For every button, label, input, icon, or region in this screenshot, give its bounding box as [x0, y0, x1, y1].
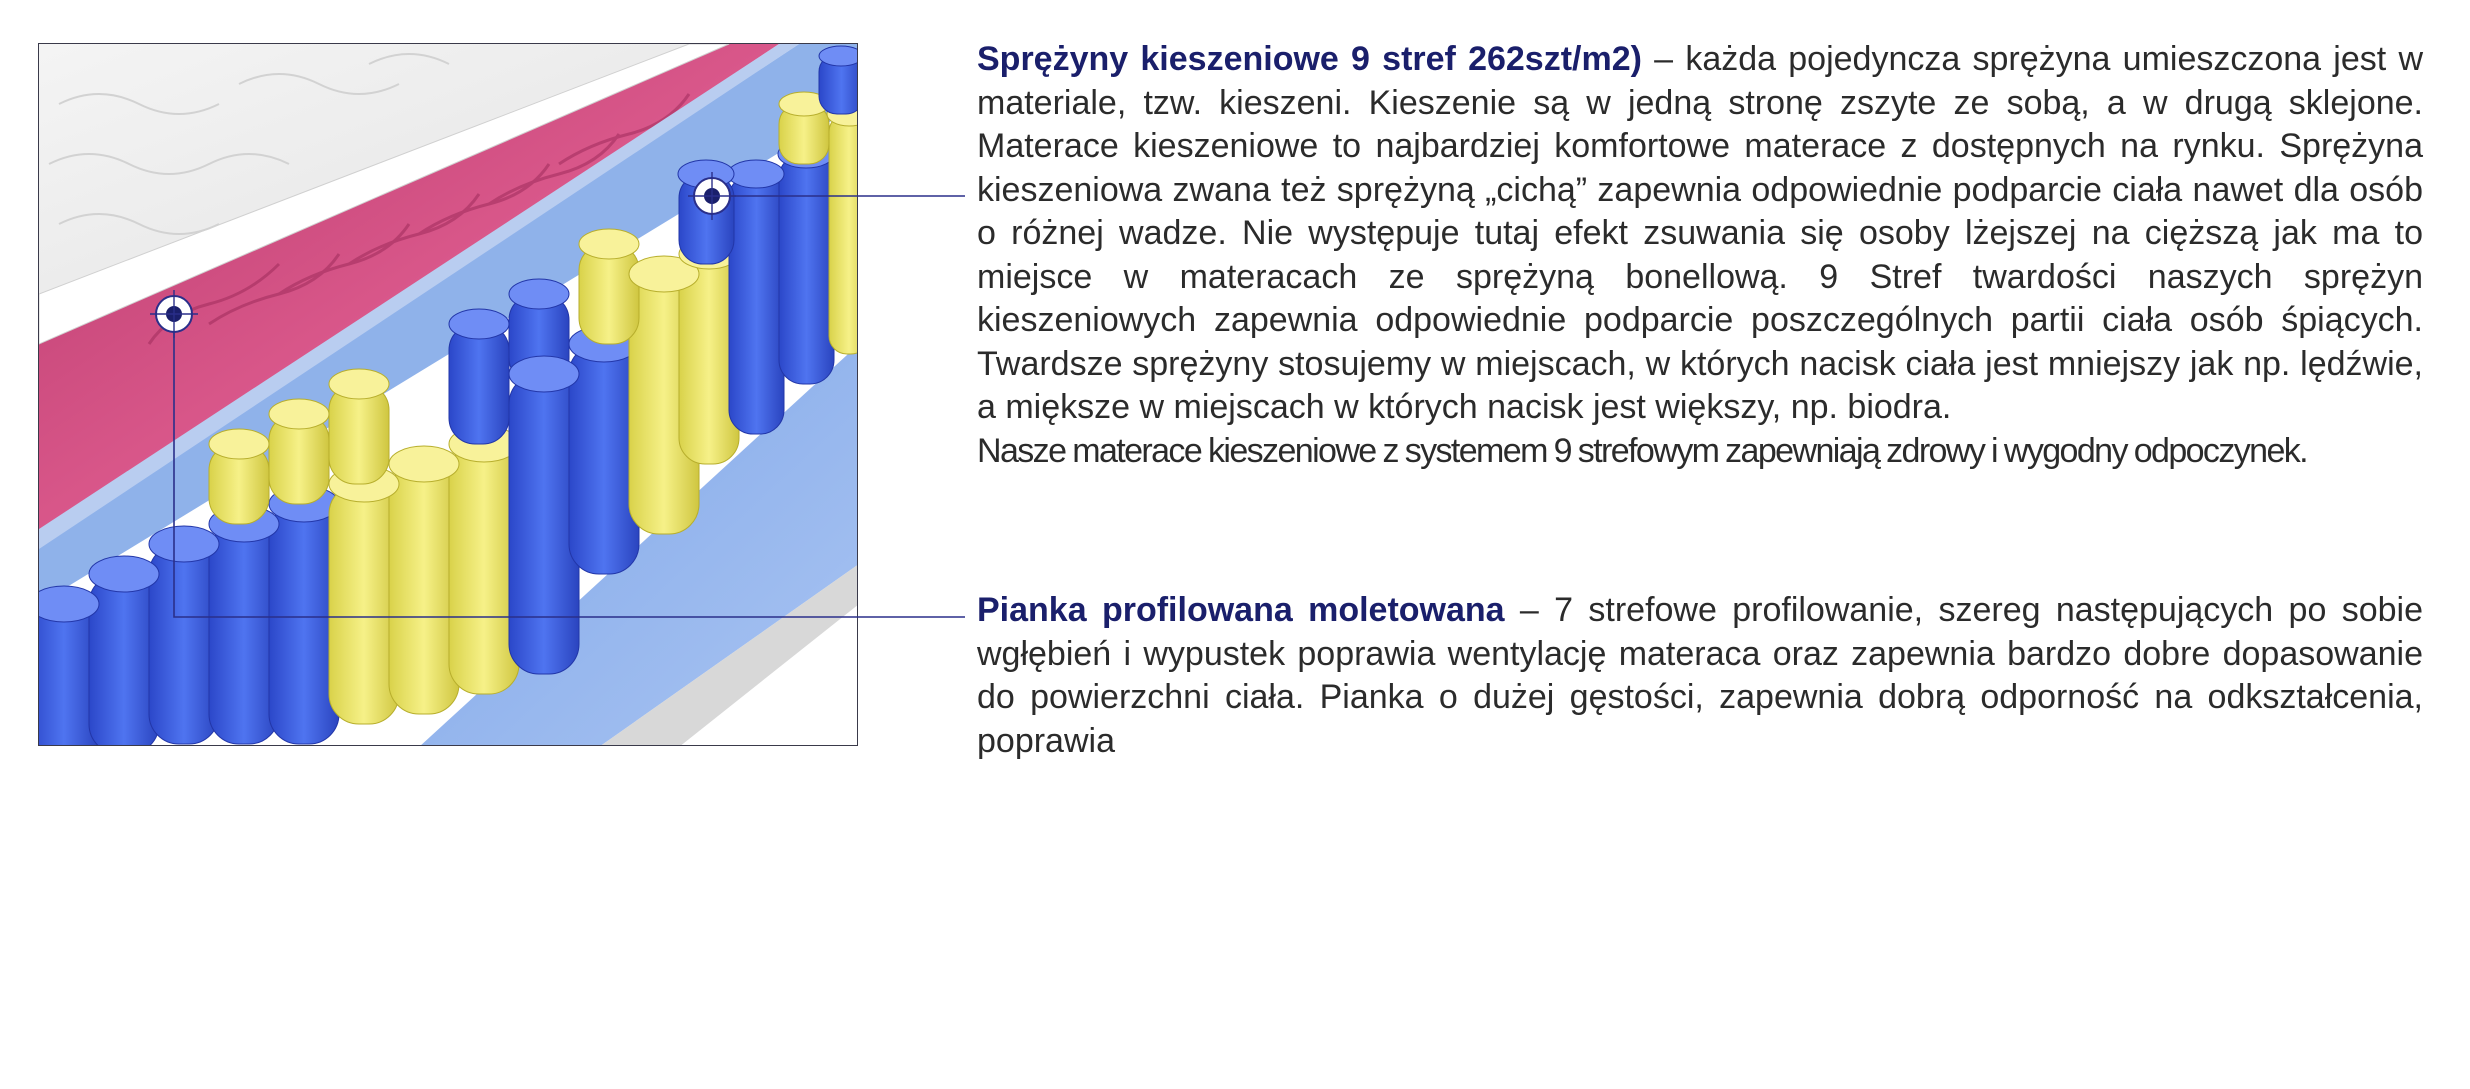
springs-paragraph	[977, 38, 2423, 430]
springs-dash: –	[1641, 40, 1686, 78]
springs-description	[977, 38, 2423, 473]
springs-title: Sprężyny kieszeniowe 9 stref 262szt/m2)	[977, 40, 1642, 78]
springs-summary: Nasze materace kieszeniowe z systemem 9 strefowym zapewniają zdrowy i wygodny odpoczynek.	[977, 431, 2308, 470]
foam-title: Pianka profilowana moletowana	[977, 591, 1505, 629]
mattress-cross-section-graphic	[39, 44, 858, 746]
foam-description	[977, 589, 2423, 763]
foam-body: 7 strefowe profilowanie, szereg następujących po sobie wgłębień i wypustek poprawia wentylację materaca oraz zapewnia bardzo dobre dopasowanie do powierzchni ciała. Pianka o dużej gęstości, zapewnia dobrą odporność na odkształcenia, poprawia	[977, 591, 2423, 760]
mattress-illustration	[38, 43, 858, 746]
foam-dash: –	[1504, 591, 1555, 629]
springs-body: każda pojedyncza sprężyna umieszczona jest w materiale, tzw. kieszeni. Kieszenie są w jedną stronę zszyte ze sobą, a w drugą sklejone. Materace kieszeniowe to najbardziej komfortowe materace z dostępnych na rynku. Sprężyna kieszeniowa zwana też sprężyną „cichą” zapewnia odpowiednie podparcie ciała nawet dla osób o różnej wadze. Nie występuje tutaj efekt zsuwania się osoby lżejszej na cięższą jak ma to miejsce w materacach ze sprężyną bonellową. 9 Stref twardości naszych sprężyn kieszeniowych zapewnia odpowiednie podparcie poszczególnych partii ciała osób śpiących. Twardsze sprężyny stosujemy w miejscach, w których nacisk ciała jest mniejszy jak np. lędźwie, a miększe w miejscach w których nacisk jest większy, np. biodra.	[977, 40, 2423, 426]
foam-paragraph	[977, 589, 2423, 763]
